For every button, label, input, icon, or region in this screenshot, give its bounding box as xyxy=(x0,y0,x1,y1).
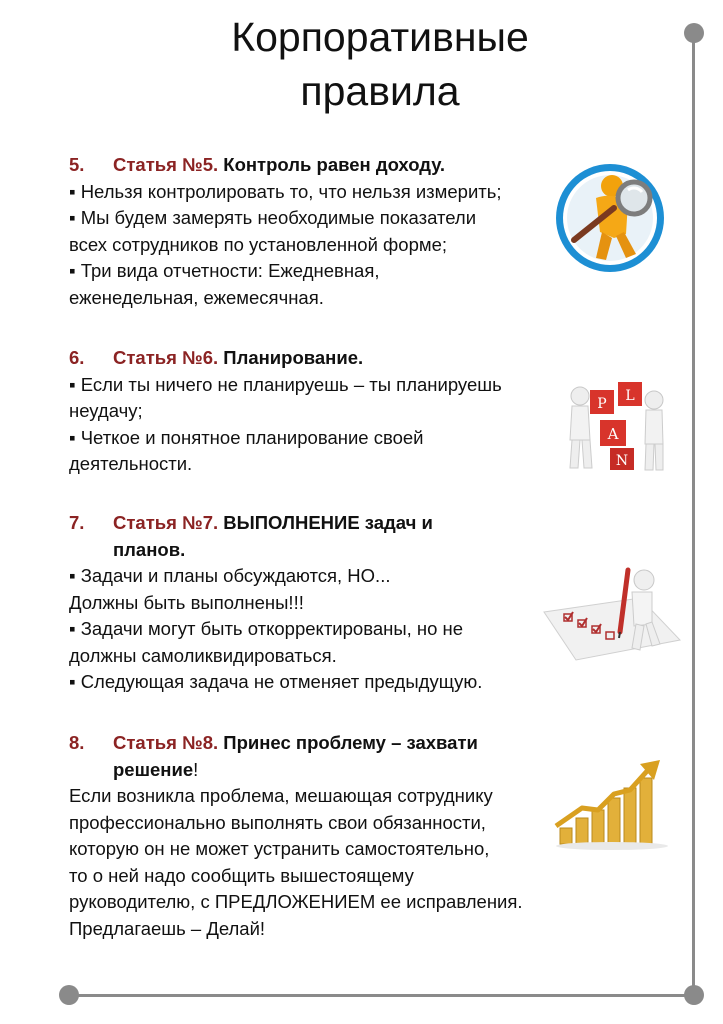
text-line: должны самоликвидироваться. xyxy=(69,644,337,666)
cube-letter-a: A xyxy=(607,425,619,443)
plan-cubes-illustration xyxy=(566,378,666,478)
section-title-line2: планов. xyxy=(113,538,186,560)
text-line: профессионально выполнять свои обязанности, xyxy=(69,811,486,833)
text-line: ▪ Нельзя контролировать то, что нельзя измерить; xyxy=(69,180,502,202)
section-heading xyxy=(69,345,549,372)
article-label: Статья №6. xyxy=(113,347,219,368)
page-title xyxy=(130,10,630,118)
frame-dot-bottom-left xyxy=(59,985,79,1005)
rule-section-6 xyxy=(69,345,549,478)
checklist-figure-illustration xyxy=(540,562,682,666)
article-label: Статья №8. xyxy=(113,732,219,753)
cube-letter-l: L xyxy=(625,388,635,404)
magnifier-figure-illustration xyxy=(552,158,668,278)
frame-dot-bottom-right xyxy=(684,985,704,1005)
frame-dot-top-right xyxy=(684,23,704,43)
text-line: ▪ Задачи могут быть откорректированы, но не xyxy=(69,618,464,639)
text-line: то о ней надо сообщить вышестоящему xyxy=(69,864,414,886)
rule-section-8 xyxy=(69,730,549,942)
page-title-line2: правила xyxy=(300,68,460,114)
text-line: ▪ Следующая задача не отменяет предыдущую. xyxy=(69,671,483,692)
article-label: Статья №7. xyxy=(113,512,219,533)
section-number: 6. xyxy=(69,347,85,368)
text-line: ▪ Задачи и планы обсуждаются, НО... xyxy=(69,565,391,586)
frame-right-line xyxy=(692,33,695,995)
text-line: ▪ Три вида отчетности: Ежедневная, xyxy=(69,260,380,281)
text-line: ▪ Если ты ничего не планируешь – ты планируешь xyxy=(69,373,502,395)
section-title: Контроль равен доходу. xyxy=(223,154,446,175)
text-line: Должны быть выполнены!!! xyxy=(69,591,304,613)
cube-letter-p: P xyxy=(597,396,607,412)
coin-growth-illustration xyxy=(552,756,672,856)
section-title-line2: решение xyxy=(113,758,194,780)
frame-bottom-line xyxy=(69,994,694,997)
section-number: 7. xyxy=(69,512,85,533)
cube-letter-n: N xyxy=(615,453,629,469)
section-title-line1: ВЫПОЛНЕНИЕ задач и xyxy=(223,512,433,533)
text-line: неудачу; xyxy=(69,400,143,421)
article-label: Статья №5. xyxy=(113,154,219,175)
section-title: Планирование. xyxy=(223,347,364,368)
section-title-line1: Принес проблему – захвати xyxy=(223,732,478,753)
text-line: которую он не может устранить самостоятельно, xyxy=(69,838,490,859)
rule-section-5 xyxy=(69,152,549,311)
text-line: деятельности. xyxy=(69,453,193,474)
section-number: 5. xyxy=(69,154,85,175)
section-heading xyxy=(69,510,549,563)
text-line: ▪ Четкое и понятное планирование своей xyxy=(69,426,424,448)
section-heading xyxy=(69,730,549,783)
text-line: Предлагаешь – Делай! xyxy=(69,917,266,939)
text-line: ▪ Мы будем замерять необходимые показатели xyxy=(69,207,477,228)
text-line: всех сотрудников по установленной форме; xyxy=(69,233,448,255)
text-line: руководителю, с ПРЕДЛОЖЕНИЕМ ее исправления. xyxy=(69,891,523,912)
text-line: Если возникла проблема, мешающая сотруднику xyxy=(69,785,493,806)
section-number: 8. xyxy=(69,732,85,753)
rule-section-7 xyxy=(69,510,549,696)
text-line: еженедельная, ежемесячная. xyxy=(69,286,324,308)
section-title-exclamation: ! xyxy=(193,758,199,780)
page-title-line1: Корпоративные xyxy=(231,14,529,60)
section-heading xyxy=(69,152,549,179)
